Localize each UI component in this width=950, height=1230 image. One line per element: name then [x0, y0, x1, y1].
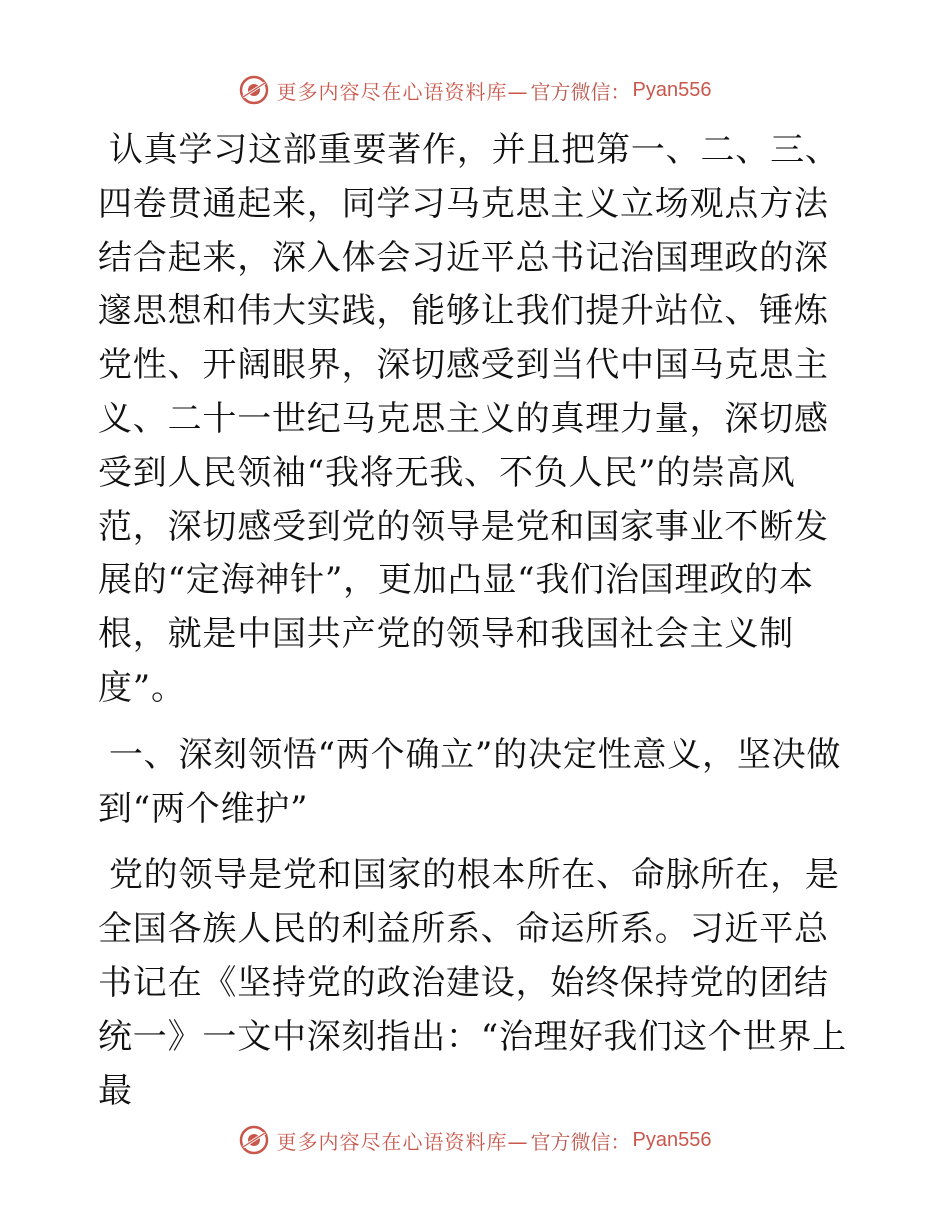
- watermark-wechat-label: 官方微信：: [530, 79, 631, 104]
- watermark-wechat-id: Pyan556: [632, 78, 712, 101]
- document-body: [98, 124, 850, 1118]
- header-watermark: [0, 70, 950, 110]
- seal-logo-icon: [239, 75, 269, 105]
- watermark-text: 更多内容尽在心语资料库—: [276, 79, 529, 104]
- watermark-wechat-label: 官方微信：: [530, 1129, 631, 1154]
- seal-logo-icon: [239, 1125, 269, 1155]
- section-heading: 一、深刻领悟“两个确立”的决定性意义，坚决做到“两个维护”: [98, 734, 842, 829]
- paragraph-intro: 认真学习这部重要著作，并且把第一、二、三、四卷贯通起来，同学习马克思主义立场观点方法结合起来，深入体会习近平总书记治国理政的深邃思想和伟大实践，能够让我们提升站位、锤炼党性、开阔眼界，深切感受到当代中国马克思主义、二十一世纪马克思主义的真理力量，深切感受到人民领袖“我将无我、不负人民”的崇高风范，深切感受到党的领导是党和国家事业不断发展的“定海神针”，更加凸显“我们治国理政的本根，就是中国共产党的领导和我国社会主义制度”。: [98, 130, 840, 708]
- watermark-text: 更多内容尽在心语资料库—: [276, 1129, 529, 1154]
- watermark-wechat-id: Pyan556: [632, 1128, 712, 1151]
- paragraph-party-leadership: 党的领导是党和国家的根本所在、命脉所在，是全国各族人民的利益所系、命运所系。习近平总书记在《坚持党的政治建设，始终保持党的团结统一》一文中深刻指出：“治理好我们这个世界上最: [98, 855, 847, 1111]
- footer-watermark: [0, 1120, 950, 1160]
